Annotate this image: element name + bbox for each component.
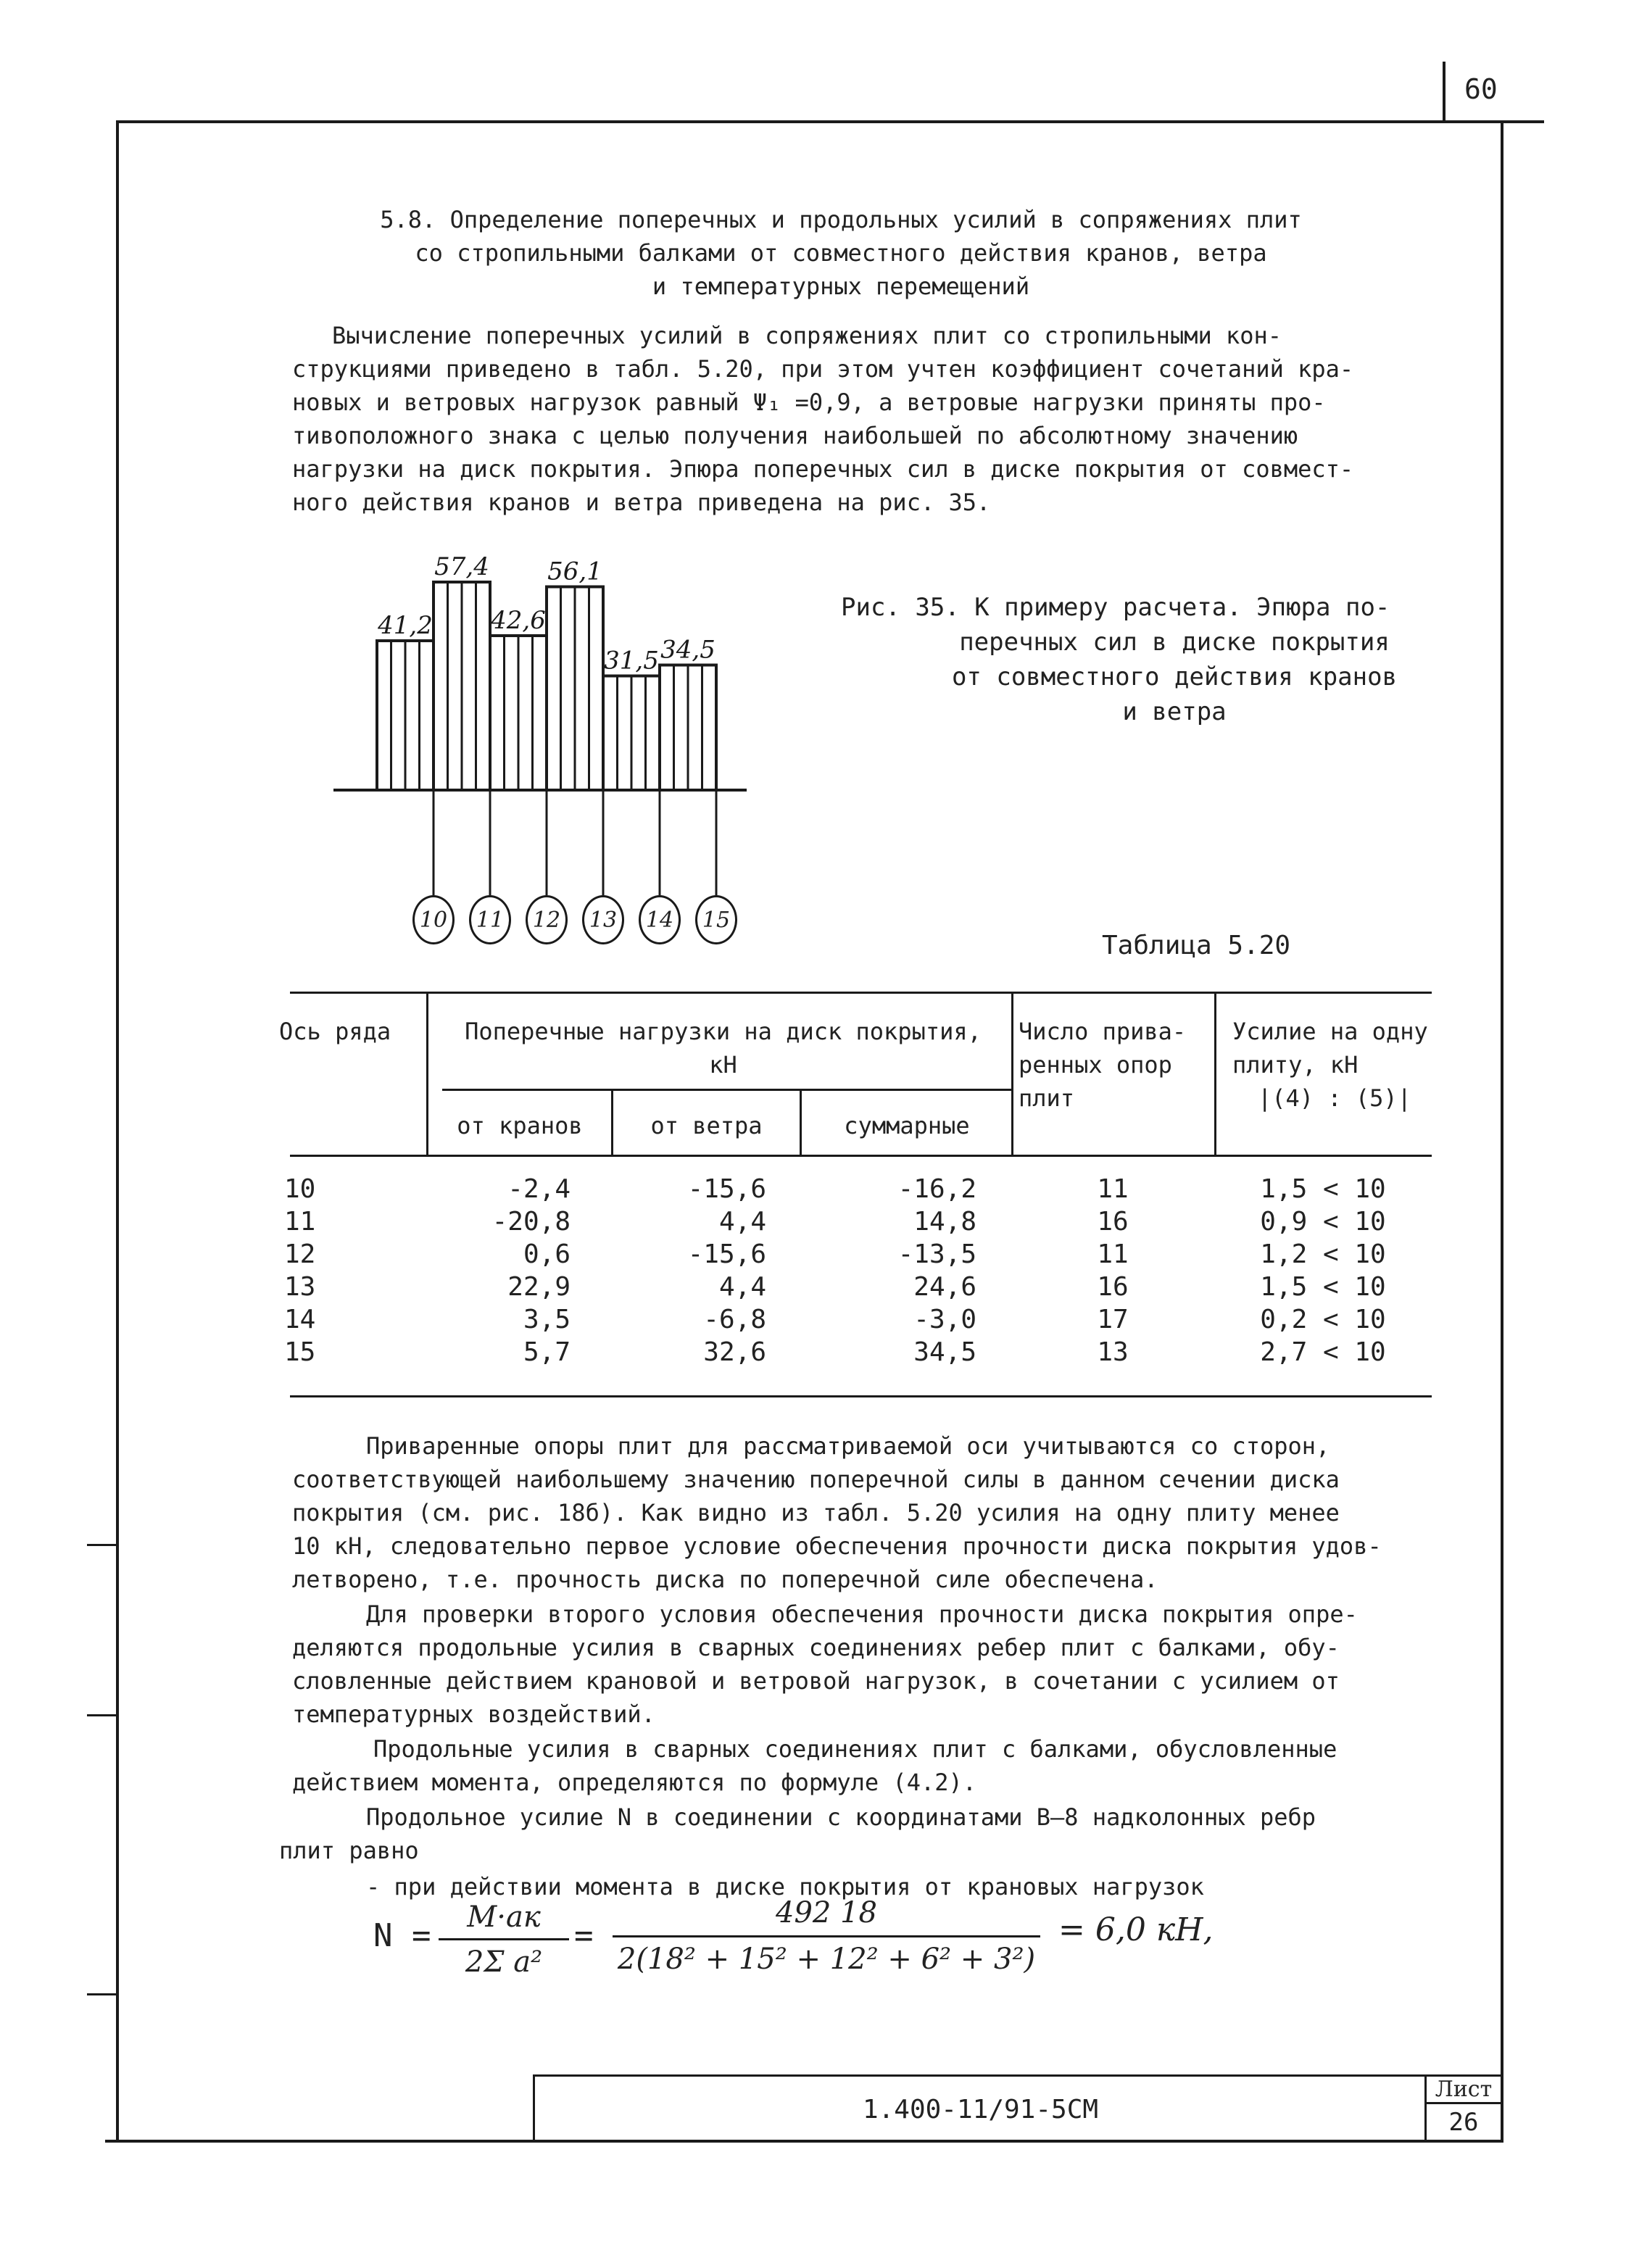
frame-bottom-line bbox=[105, 2140, 1501, 2143]
table-cell-axis: 13 bbox=[284, 1272, 316, 1302]
table-cell-wind: -6,8 bbox=[703, 1305, 766, 1334]
paragraph-line: ного действия кранов и ветра приведена на рис. 35. bbox=[292, 489, 991, 516]
table-cell-force: 0,2 < 10 bbox=[1260, 1305, 1386, 1334]
chart-value-label: 56,1 bbox=[547, 557, 602, 586]
table-cell-supports: 13 bbox=[1097, 1337, 1129, 1367]
chart-axis-circle: 13 bbox=[582, 895, 624, 944]
table-col-rule bbox=[1011, 992, 1013, 1156]
table-rule-bottom bbox=[290, 1395, 1432, 1397]
header-from-cranes: от кранов bbox=[457, 1112, 583, 1139]
chart-axis-circle: 12 bbox=[526, 895, 568, 944]
formula-frac2-den: 2(18² + 15² + 12² + 6² + 3²) bbox=[617, 1943, 1036, 1976]
header-supports: Число прива- bbox=[1019, 1018, 1187, 1045]
margin-tick bbox=[87, 1544, 117, 1546]
table-cell-cranes: -2,4 bbox=[507, 1174, 571, 1204]
chart-bar bbox=[490, 636, 547, 790]
chart-value-label: 34,5 bbox=[660, 635, 715, 665]
table-cell-supports: 16 bbox=[1097, 1272, 1129, 1302]
paragraph-line: Вычисление поперечных усилий в сопряжениях плит со стропильными кон- bbox=[332, 322, 1282, 349]
table-cell-cranes: 0,6 bbox=[523, 1239, 571, 1269]
paragraph-line: Продольное усилие N в соединении с координатами В–8 надколонных ребр bbox=[366, 1803, 1316, 1831]
table-cell-axis: 11 bbox=[284, 1207, 316, 1237]
chart-axis-circle: 10 bbox=[412, 895, 455, 944]
chart-value-label: 42,6 bbox=[491, 606, 546, 635]
page-number-divider bbox=[1443, 62, 1445, 122]
header-force: плиту, кН bbox=[1232, 1051, 1359, 1079]
table-rule-top bbox=[290, 992, 1432, 994]
chart-axis-circle: 15 bbox=[695, 895, 737, 944]
margin-tick bbox=[87, 1714, 117, 1716]
table-cell-total: 34,5 bbox=[913, 1337, 976, 1367]
paragraph-line: температурных воздействий. bbox=[292, 1700, 655, 1728]
paragraph-line: Продольные усилия в сварных соединениях плит с балками, обусловленные bbox=[373, 1735, 1337, 1763]
chart-value-label: 57,4 bbox=[434, 552, 489, 581]
section-title-line: и температурных перемещений bbox=[652, 273, 1030, 300]
page-number: 60 bbox=[1464, 73, 1498, 105]
table-cell-supports: 16 bbox=[1097, 1207, 1129, 1237]
formula-frac1-num: M·aк bbox=[467, 1901, 541, 1934]
formula-result: = 6,0 кН, bbox=[1058, 1911, 1214, 1948]
paragraph-line: плит равно bbox=[279, 1837, 419, 1864]
table-col-rule bbox=[800, 1091, 802, 1156]
chart-axis-circle: 11 bbox=[469, 895, 511, 944]
table-cell-supports: 17 bbox=[1097, 1305, 1129, 1334]
table-cell-cranes: 5,7 bbox=[523, 1337, 571, 1367]
paragraph-line: соответствующей наибольшему значению поперечной силы в данном сечении диска bbox=[292, 1466, 1340, 1493]
formula-frac1-den: 2Σ a² bbox=[465, 1945, 543, 1979]
caption-line: и ветра bbox=[1122, 697, 1227, 726]
frame-top-line bbox=[116, 120, 1544, 123]
header-force-formula: |(4) : (5)| bbox=[1258, 1084, 1411, 1112]
caption-line: от совместного действия кранов bbox=[951, 662, 1398, 691]
table-cell-axis: 12 bbox=[284, 1239, 316, 1269]
table-cell-cranes: -20,8 bbox=[491, 1207, 571, 1237]
table-cell-total: 14,8 bbox=[913, 1207, 976, 1237]
table-cell-axis: 15 bbox=[284, 1337, 316, 1367]
chart-bar bbox=[603, 676, 660, 791]
header-force: Усилие на одну bbox=[1232, 1018, 1428, 1045]
title-block-top bbox=[533, 2074, 1501, 2077]
section-title-line: со стропильными балками от совместного действия кранов, ветра bbox=[415, 239, 1267, 267]
table-cell-axis: 10 bbox=[284, 1174, 316, 1204]
header-loads-unit: кН bbox=[709, 1051, 737, 1079]
header-supports: ренных опор bbox=[1019, 1051, 1172, 1079]
header-loads-group: Поперечные нагрузки на диск покрытия, bbox=[465, 1018, 982, 1045]
header-from-wind: от ветра bbox=[650, 1112, 763, 1139]
margin-tick bbox=[87, 1993, 117, 1995]
paragraph-line: тивоположного знака с целью получения наибольшей по абсолютному значению bbox=[292, 422, 1298, 449]
paragraph-line: деляются продольные усилия в сварных соединениях ребер плит с балками, обу- bbox=[292, 1634, 1340, 1661]
chart-bar bbox=[434, 582, 490, 790]
table-rule-header-bottom bbox=[290, 1155, 1432, 1157]
paragraph-line: словленные действием крановой и ветровой нагрузок, в сочетании с усилием от bbox=[292, 1667, 1340, 1695]
table-cell-force: 0,9 < 10 bbox=[1260, 1207, 1386, 1237]
table-cell-total: 24,6 bbox=[913, 1272, 976, 1302]
paragraph-line: струкциями приведено в табл. 5.20, при этом учтен коэффициент сочетаний кра- bbox=[292, 355, 1354, 383]
paragraph-line: новых и ветровых нагрузок равный Ψ₁ =0,9, а ветровые нагрузки приняты про- bbox=[292, 389, 1326, 416]
paragraph-line: нагрузки на диск покрытия. Эпюра поперечных сил в диске покрытия от совмест- bbox=[292, 455, 1354, 483]
table-cell-force: 1,5 < 10 bbox=[1260, 1174, 1386, 1204]
table-col-rule bbox=[611, 1091, 613, 1156]
bullet-item: - при действии момента в диске покрытия от крановых нагрузок bbox=[366, 1873, 1204, 1901]
table-cell-wind: 32,6 bbox=[703, 1337, 766, 1367]
chart-bar bbox=[547, 587, 603, 791]
caption-line: перечных сил в диске покрытия bbox=[959, 628, 1390, 657]
paragraph-line: летворено, т.е. прочность диска по поперечной силе обеспечена. bbox=[292, 1566, 1158, 1593]
table-cell-cranes: 22,9 bbox=[507, 1272, 571, 1302]
table-label: Таблица 5.20 bbox=[1102, 931, 1291, 960]
table-cell-cranes: 3,5 bbox=[523, 1305, 571, 1334]
paragraph-line: 10 кН, следовательно первое условие обеспечения прочности диска покрытия удов- bbox=[292, 1532, 1382, 1560]
chart-value-label: 41,2 bbox=[378, 611, 433, 640]
table-col-rule bbox=[1214, 992, 1216, 1156]
frame-right-line bbox=[1501, 120, 1503, 2143]
chart-value-label: 31,5 bbox=[604, 646, 659, 676]
paragraph-line: покрытия (см. рис. 18б). Как видно из табл. 5.20 усилия на одну плиту менее bbox=[292, 1499, 1340, 1526]
paragraph-line: Приваренные опоры плит для рассматриваемой оси учитываются со сторон, bbox=[366, 1432, 1330, 1460]
table-cell-total: -13,5 bbox=[897, 1239, 976, 1269]
chart-bar bbox=[660, 665, 716, 791]
formula-frac1-bar bbox=[439, 1938, 569, 1940]
title-block-left bbox=[533, 2074, 535, 2141]
table-col-rule bbox=[426, 992, 428, 1156]
caption-line: Рис. 35. К примеру расчета. Эпюра по- bbox=[841, 593, 1390, 622]
header-supports: плит bbox=[1019, 1084, 1075, 1112]
table-cell-force: 2,7 < 10 bbox=[1260, 1337, 1386, 1367]
table-cell-force: 1,2 < 10 bbox=[1260, 1239, 1386, 1269]
table-cell-wind: -15,6 bbox=[687, 1239, 766, 1269]
formula-eq: = bbox=[574, 1917, 594, 1954]
table-cell-axis: 14 bbox=[284, 1305, 316, 1334]
table-cell-wind: 4,4 bbox=[718, 1207, 766, 1237]
sheet-label: Лист bbox=[1435, 2077, 1493, 2102]
formula-lhs: N = bbox=[373, 1917, 431, 1954]
table-cell-force: 1,5 < 10 bbox=[1260, 1272, 1386, 1302]
table-cell-wind: 4,4 bbox=[718, 1272, 766, 1302]
document-code: 1.400-11/91-5СМ bbox=[862, 2095, 1099, 2124]
table-cell-wind: -15,6 bbox=[687, 1174, 766, 1204]
header-total: суммарные bbox=[844, 1112, 970, 1139]
table-cell-supports: 11 bbox=[1097, 1239, 1129, 1269]
chart-bar bbox=[377, 641, 434, 790]
table-cell-total: -16,2 bbox=[897, 1174, 976, 1204]
table-cell-supports: 11 bbox=[1097, 1174, 1129, 1204]
chart-axis-circle: 14 bbox=[639, 895, 681, 944]
frame-left-line bbox=[116, 120, 119, 2143]
section-title-line: 5.8. Определение поперечных и продольных усилий в сопряжениях плит bbox=[380, 206, 1302, 233]
formula-frac2-num: 492 18 bbox=[776, 1896, 877, 1930]
paragraph-line: действием момента, определяются по формуле (4.2). bbox=[292, 1769, 977, 1796]
table-cell-total: -3,0 bbox=[913, 1305, 976, 1334]
header-axis: Ось ряда bbox=[279, 1018, 391, 1045]
paragraph-line: Для проверки второго условия обеспечения прочности диска покрытия опре- bbox=[366, 1600, 1358, 1628]
sheet-number: 26 bbox=[1448, 2108, 1479, 2137]
table-rule-header-mid bbox=[442, 1089, 1011, 1091]
formula-frac2-bar bbox=[613, 1935, 1040, 1937]
